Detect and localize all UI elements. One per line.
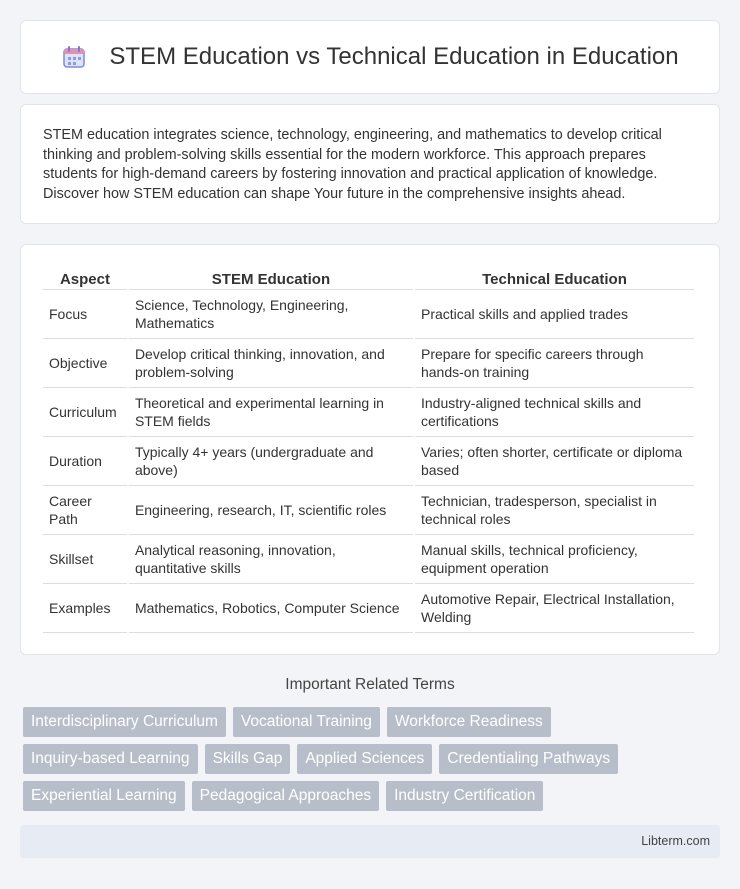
- header-card: [20, 20, 720, 94]
- cell-stem: Engineering, research, IT, scientific roles: [129, 486, 413, 535]
- cell-technical: Varies; often shorter, certificate or diploma based: [415, 437, 694, 486]
- header-technical: Technical Education: [415, 265, 694, 290]
- related-term-tag[interactable]: Skills Gap: [205, 744, 291, 774]
- cell-technical: Industry-aligned technical skills and certifications: [415, 388, 694, 437]
- comparison-table: [41, 265, 696, 633]
- table-row: [43, 535, 694, 584]
- cell-stem: Typically 4+ years (undergraduate and above): [129, 437, 413, 486]
- related-term-tag[interactable]: Credentialing Pathways: [439, 744, 618, 774]
- intro-text: STEM education integrates science, technology, engineering, and mathematics to develop critical thinking and problem-solving skills essential for the modern workforce. This approach prepares students for high-demand careers by fostering innovation and practical application of knowledge. Discover how STEM education can shape Your future in the comprehensive insights ahead.: [43, 127, 662, 202]
- footer-link[interactable]: Libterm.com: [641, 834, 710, 848]
- cell-aspect: Examples: [43, 584, 127, 633]
- cell-stem: Develop critical thinking, innovation, and problem-solving: [129, 339, 413, 388]
- cell-aspect: Curriculum: [43, 388, 127, 437]
- related-term-tag[interactable]: Applied Sciences: [297, 744, 432, 774]
- table-row: [43, 388, 694, 437]
- table-row: [43, 486, 694, 535]
- intro-card: [20, 104, 720, 224]
- related-term-tag[interactable]: Vocational Training: [233, 707, 380, 737]
- cell-aspect: Objective: [43, 339, 127, 388]
- related-term-tag[interactable]: Interdisciplinary Curriculum: [23, 707, 226, 737]
- related-term-tag[interactable]: Inquiry-based Learning: [23, 744, 198, 774]
- related-term-tag[interactable]: Experiential Learning: [23, 781, 185, 811]
- related-term-tag[interactable]: Pedagogical Approaches: [192, 781, 380, 811]
- cell-technical: Technician, tradesperson, specialist in technical roles: [415, 486, 694, 535]
- cell-stem: Science, Technology, Engineering, Mathematics: [129, 290, 413, 339]
- cell-aspect: Focus: [43, 290, 127, 339]
- cell-stem: Mathematics, Robotics, Computer Science: [129, 584, 413, 633]
- cell-technical: Automotive Repair, Electrical Installation, Welding: [415, 584, 694, 633]
- cell-technical: Manual skills, technical proficiency, equipment operation: [415, 535, 694, 584]
- cell-technical: Prepare for specific careers through hands-on training: [415, 339, 694, 388]
- table-header-row: [43, 265, 694, 290]
- cell-aspect: Skillset: [43, 535, 127, 584]
- header: [21, 21, 719, 93]
- table-row: [43, 339, 694, 388]
- cell-aspect: Career Path: [43, 486, 127, 535]
- comparison-card: [20, 244, 720, 655]
- cell-technical: Practical skills and applied trades: [415, 290, 694, 339]
- header-aspect: Aspect: [43, 265, 127, 290]
- related-term-tag[interactable]: Workforce Readiness: [387, 707, 551, 737]
- related-term-tag[interactable]: Industry Certification: [386, 781, 543, 811]
- calendar-icon: [61, 44, 87, 70]
- cell-stem: Theoretical and experimental learning in STEM fields: [129, 388, 413, 437]
- table-row: [43, 584, 694, 633]
- footer: [20, 825, 720, 858]
- table-row: [43, 290, 694, 339]
- related-terms-title: Important Related Terms: [285, 676, 455, 693]
- table-row: [43, 437, 694, 486]
- cell-stem: Analytical reasoning, innovation, quantitative skills: [129, 535, 413, 584]
- header-stem: STEM Education: [129, 265, 413, 290]
- related-terms-list: [23, 707, 723, 811]
- cell-aspect: Duration: [43, 437, 127, 486]
- page-title: STEM Education vs Technical Education in Education: [109, 43, 679, 70]
